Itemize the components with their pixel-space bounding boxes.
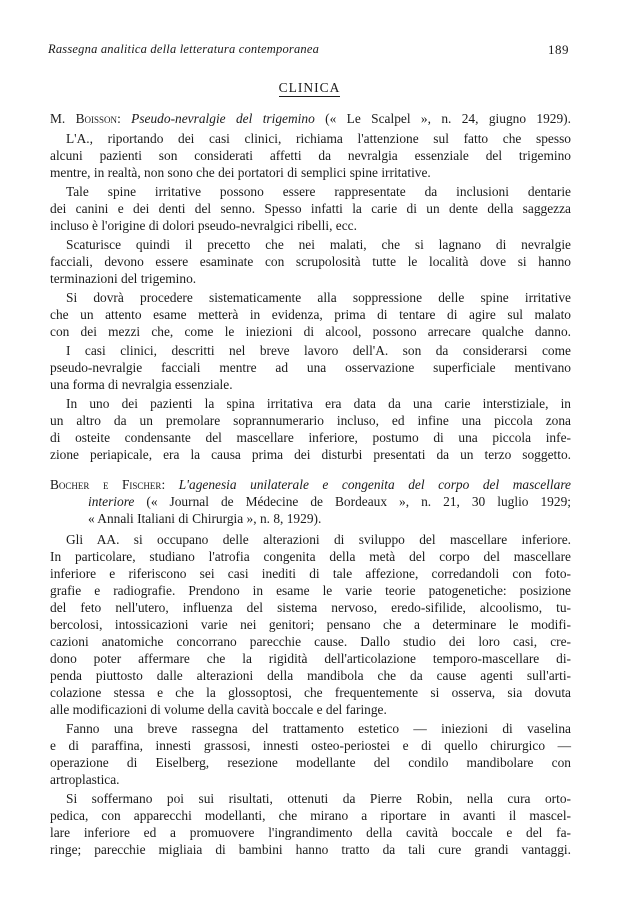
article2-line: e di paraffina, innesti grassosi, innesti osteo-periostei e di quello chirurgico —	[50, 738, 571, 753]
page-number: 189	[548, 42, 569, 57]
article2-line: pedica, con apparecchi modellanti, che mirano a riportare in avanti il mascel-	[50, 808, 571, 823]
article2-line: cazioni anatomiche concorrano parecchie cause. Dallo studio dei loro casi, cre-	[50, 634, 571, 649]
article2-line: penda piuttosto dalle alterazioni della mandibola che da cause agenti sull'arti-	[50, 668, 571, 683]
article1-line: facciali, devono essere esaminate con scrupolosità tutte le località dove si hanno	[50, 254, 571, 269]
article2-line: inferiore e riferiscono sei casi inediti di tale affezione, corredandoli con foto-	[50, 566, 571, 581]
article1-citation: (« Le Scalpel », n. 24, giugno 1929).	[325, 111, 571, 126]
article2-line: In particolare, studiano l'atrofia congenita della metà del corpo del mascellare	[50, 549, 571, 564]
article1-line: L'A., riportando dei casi clinici, richiama l'attenzione sul fatto che spesso	[66, 131, 571, 146]
section-title	[0, 80, 619, 96]
article2-title-line1: L'agenesia unilaterale e congenita del corpo del mascellare	[178, 477, 571, 492]
article1-line: che un attento esame metterà in evidenza, prima di tentare di agire sul malato	[50, 307, 571, 322]
article1-line: I casi clinici, descritti nel breve lavoro dell'A. son da considerarsi come	[66, 343, 571, 358]
article2-line: bercolosi, intossicazioni varie nei genitori; pensano che a determinare le modifi-	[50, 617, 571, 632]
article2-line: alle modificazioni di volume della cavità boccale e del faringe.	[50, 702, 387, 717]
article2-line: lare inferiore ed a promuovere l'ingrandimento della cavità boccale e del fa-	[50, 825, 571, 840]
article1-line: con dei mezzi che, come le iniezioni di alcool, possono arrecare qualche danno.	[50, 324, 571, 339]
article2-heading-cont	[88, 493, 571, 510]
article1-line: un altro da un premolare soprannumerario incluso, ed infine una piccola zona	[50, 413, 571, 428]
article2-title-line2: interiore	[88, 494, 135, 509]
running-title: Rassegna analitica della letteratura contemporanea	[48, 42, 320, 56]
article1-line: In uno dei pazienti la spina irritativa era data da una carie interstiziale, in	[66, 396, 571, 411]
article2-citation-line1: (« Journal de Médecine de Bordeaux », n. 21, 30 luglio 1929;	[146, 494, 571, 509]
article1-line: alcuni pazienti son considerati affetti da nevralgia essenziale del trigemino	[50, 148, 571, 163]
article1-heading: M. Boisson: Pseudo-nevralgie del trigemino (« Le Scalpel », n. 24, giugno 1929).	[50, 111, 571, 126]
article2-line: artroplastica.	[50, 772, 120, 787]
article1-line: una forma di nevralgia essenziale.	[50, 377, 233, 392]
article2-line: del feto nell'utero, influenza del sistema nervoso, eredo-sifilide, alcoolismo, tu-	[50, 600, 571, 615]
article1-line: Si dovrà procedere sistematicamente alla soppressione delle spine irritative	[66, 290, 571, 305]
article1-line: Scaturisce quindi il precetto che nei malati, che si lagnano di nevralgie	[66, 237, 571, 252]
article2-line: colazione stessa e che la glossoptosi, che frequentemente si osserva, sia dovuta	[50, 685, 571, 700]
article1-line: incluso è l'origine di dolori pseudo-nevralgici ribelli, ecc.	[50, 218, 357, 233]
article1-line: di osteite condensante del mascellare inferiore, postumo di una piccola infe-	[50, 430, 571, 445]
article1-line: zione periapicale, era la causa prima dei disturbi presentati da un terzo soggetto.	[50, 447, 571, 462]
article2-line: ringe; parecchie migliaia di bambini hanno tratto da tali cure grandi vantaggi.	[50, 842, 571, 857]
article2-line: operazione di Eiselberg, resezione modellante del condilo mandibolare con	[50, 755, 571, 770]
article2-heading: Bocher e Fischer: L'agenesia unilaterale e congenita del corpo del mascellare	[50, 477, 571, 492]
article1-line: Tale spine irritative possono essere rappresentate da inclusioni dentarie	[66, 184, 571, 199]
article2-line: grafie e radiografie. Prendono in esame le varie teorie patogenetiche: posizione	[50, 583, 571, 598]
article2-line: Si soffermano poi sui risultati, ottenuti da Pierre Robin, nella cura orto-	[66, 791, 571, 806]
article1-line: mentre, in realtà, non sono che dei portatori di semplici spine irritative.	[50, 165, 431, 180]
article2-line: Gli AA. si occupano delle alterazioni di sviluppo del mascellare inferiore.	[66, 532, 571, 547]
article1-title: Pseudo-nevralgie del trigemino	[131, 111, 315, 126]
article2-line: Fanno una breve rassegna del trattamento estetico — iniezioni di vaselina	[66, 721, 571, 736]
article2-citation-line2: « Annali Italiani di Chirurgia », n. 8, 1929).	[88, 511, 322, 526]
article1-author: M. Boisson	[50, 111, 118, 126]
article1-line: terminazioni del trigemino.	[50, 271, 197, 286]
article2-line: dono poter affermare che la rigidità dell'articolazione temporo-mascellare di-	[50, 651, 571, 666]
article1-line: dei canini e dei denti del senno. Spesso infatti la carie di un dente della saggezza	[50, 201, 571, 216]
article2-authors: Bocher e Fischer	[50, 477, 162, 492]
section-title-text: CLINICA	[278, 80, 341, 95]
article1-line: pseudo-nevralgie facciali mentre ad una osservazione superficiale mentivano	[50, 360, 571, 375]
